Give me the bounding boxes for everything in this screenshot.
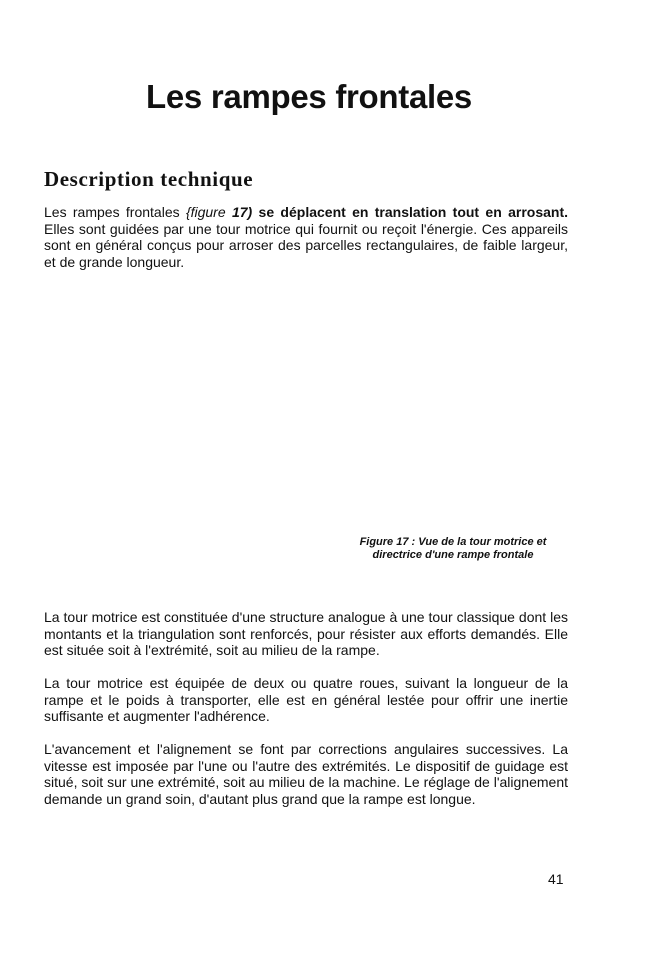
- body-paragraph-3: L'avancement et l'alignement se font par corrections angulaires successives. La vitesse est imposée par l'une ou l'autre des extrémités. Le dispositif de guidage est situé, soit sur une extrémité, soit au milieu de la machine. Le réglage de l'alignement demande un grand soin, d'autant plus grand que la rampe est longue.: [44, 741, 568, 807]
- figure-caption-line-2: directrice d'une rampe frontale: [372, 549, 534, 561]
- figure-caption-line-1: Figure 17 : Vue de la tour motrice et: [359, 536, 547, 548]
- body-paragraph-1: La tour motrice est constituée d'une structure analogue à une tour classique dont les montants et la triangulation sont renforcés, pour résister aux efforts demandés. Elle est située soit à l'extrémité, soit au milieu de la rampe.: [44, 609, 568, 658]
- intro-lead: Les rampes frontales: [44, 204, 186, 220]
- figure-reference: [186, 204, 252, 220]
- body-paragraph-2: La tour motrice est équipée de deux ou quatre roues, suivant la longueur de la rampe et le poids à transporter, elle est en général lestée pour offrir une inertie suffisante et augmenter l'adhérence.: [44, 675, 568, 724]
- intro-bold-text: se déplacent en translation tout en arrosant.: [252, 204, 568, 220]
- figure-reference-label: {figure: [185, 204, 232, 220]
- page-title: Les rampes frontales: [146, 78, 472, 115]
- section-heading: Description technique: [44, 167, 254, 191]
- intro-rest: Elles sont guidées par une tour motrice qui fournit ou reçoit l'énergie. Ces appareils sont en général conçus pour arroser des parcelles rectangulaires, de faible largeur, et de grande longueur.: [44, 220, 568, 270]
- figure-placeholder: [44, 290, 568, 530]
- figure-caption: [342, 536, 564, 562]
- figure-reference-number: 17): [231, 204, 253, 220]
- intro-paragraph: [44, 204, 568, 270]
- page-number: 41: [548, 871, 564, 887]
